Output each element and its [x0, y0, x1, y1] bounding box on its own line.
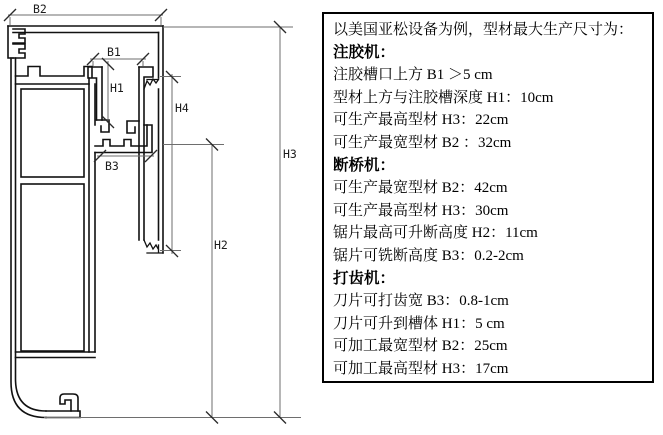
spec-item: 可生产最高型材 H3：30cm	[333, 202, 509, 219]
section-heading-bridge-cutting-machine: 断桥机：	[333, 156, 396, 174]
foot-clip	[60, 394, 78, 411]
label-b1: B1	[107, 45, 121, 59]
spec-item: 可加工最宽型材 B2：25cm	[333, 338, 508, 355]
section-heading-knurling-machine: 打齿机：	[333, 269, 396, 287]
spec-item: 可生产最宽型材 B2：42cm	[333, 180, 508, 197]
spec-item: 锯片最高可升断高度 H2：11cm	[333, 225, 538, 242]
dimension-labels	[33, 2, 297, 252]
profile-outline	[8, 26, 163, 418]
label-h4: H4	[175, 101, 189, 115]
label-h1: H1	[110, 81, 124, 95]
section-heading-glue-machine: 注胶机：	[333, 43, 396, 61]
spec-item: 可生产最高型材 H3：22cm	[333, 112, 509, 129]
spec-item: 型材上方与注胶槽深度 H1：10cm	[333, 89, 554, 106]
spec-item: 刀片可升到槽体 H1：5 cm	[333, 315, 505, 332]
spec-item: 可加工最高型材 H3：17cm	[333, 360, 509, 377]
groove-right-hook	[127, 121, 139, 133]
spec-item: 刀片可打齿宽 B3：0.8-1cm	[333, 293, 509, 310]
spec-item: 锯片可铣断高度 B3：0.2-2cm	[333, 247, 524, 264]
spec-item: 可生产最宽型材 B2 ：32cm	[333, 134, 512, 151]
spec-item: 注胶槽口上方 B1 ＞5 cm	[333, 67, 493, 84]
label-b3: B3	[105, 159, 119, 173]
label-b2: B2	[33, 2, 47, 16]
dimension-ticks	[4, 9, 286, 424]
label-h3: H3	[283, 147, 297, 161]
spec-title: 以美国亚松设备为例，型材最大生产尺寸为：	[333, 22, 634, 38]
serration-bottom	[144, 240, 163, 253]
serration-top	[144, 79, 159, 89]
label-h2: H2	[214, 238, 228, 252]
spec-text-box	[322, 12, 654, 383]
